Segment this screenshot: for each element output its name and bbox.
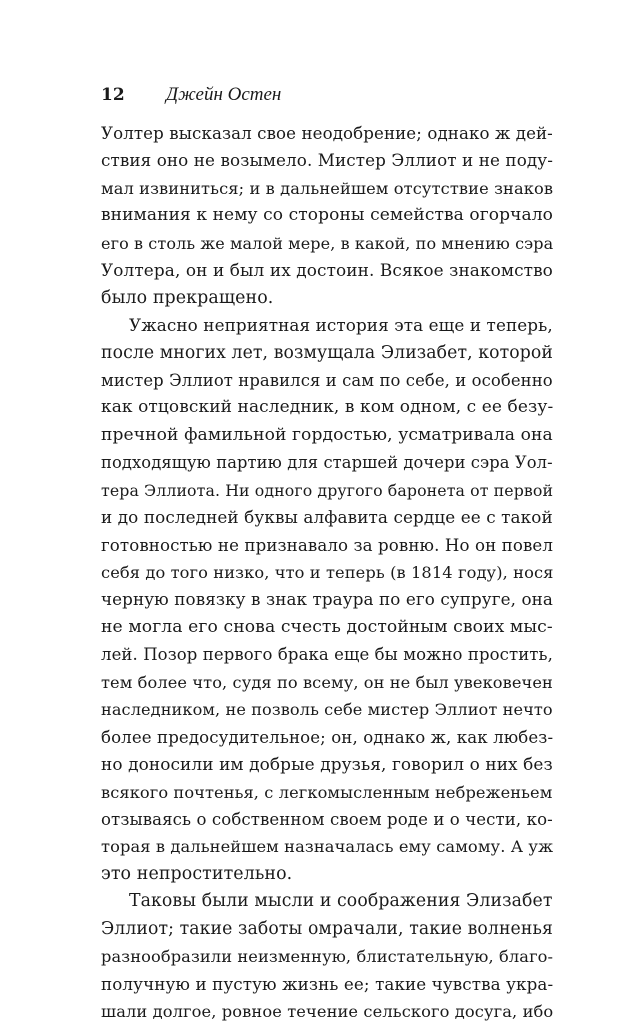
text-line: пречной фамильной гордостью, усматривала она xyxy=(101,424,553,445)
text-line: тем более что, судя по всему, он не был увековечен xyxy=(101,672,553,692)
paragraph xyxy=(101,888,554,1025)
text-line: мистер Эллиот нравился и сам по себе, и особенно xyxy=(101,370,553,390)
text-line: всякого почтенья, с легкомысленным небреженьем xyxy=(101,782,553,802)
text-line: и до последней буквы алфавита сердце ее с такой xyxy=(101,507,553,528)
paragraph xyxy=(101,312,554,888)
text-line: получную и пустую жизнь ее; такие чувства укра- xyxy=(101,973,554,994)
text-line: торая в дальнейшем назначалась ему самому. А уж xyxy=(101,837,554,857)
text-line: готовностью не признавало за ровню. Но он повел xyxy=(101,535,553,555)
text-line: ствия оно не возымело. Мистер Эллиот и не поду- xyxy=(101,150,554,171)
text-line: тера Эллиота. Ни одного другого баронета от первой xyxy=(101,480,554,500)
text-line: Таковы были мысли и соображения Элизабет xyxy=(129,891,553,912)
text-line: его в столь же малой мере, в какой, по мнению сэра xyxy=(101,233,554,253)
text-line: Ужасно неприятная история эта еще и теперь, xyxy=(129,315,553,336)
text-line: Уолтер высказал свое неодобрение; однако ж дей- xyxy=(101,124,553,143)
running-head xyxy=(101,80,541,110)
text-line: это непростительно. xyxy=(101,863,293,884)
text-line: черную повязку в знак траура по его супруге, она xyxy=(101,589,553,610)
text-line: отзываясь о собственном своем роде и о чести, ко- xyxy=(101,809,553,829)
text-line: как отцовский наследник, в ком одном, с ее безу- xyxy=(101,397,554,418)
text-line: более предосудительное; он, однако ж, как любез- xyxy=(101,727,554,747)
text-line: подходящую партию для старшей дочери сэра Уол- xyxy=(101,453,553,473)
text-line: после многих лет, возмущала Элизабет, которой xyxy=(101,342,554,363)
text-line: но доносили им добрые друзья, говорил о них без xyxy=(101,754,553,775)
text-line: было прекращено. xyxy=(101,287,274,308)
text-line: мал извиниться; и в дальнейшем отсутствие знаков xyxy=(101,178,554,198)
book-author: Джейн Остен xyxy=(166,84,282,105)
text-line: не могла его снова счесть достойным своих мыс- xyxy=(101,616,553,637)
text-line: шали долгое, ровное течение сельского досуга, ибо xyxy=(101,1002,554,1021)
text-line: внимания к нему со стороны семейства огорчало xyxy=(101,205,553,226)
text-line: лей. Позор первого брака еще бы можно простить, xyxy=(101,645,553,665)
text-line: разнообразили неизменную, блистательную, благо- xyxy=(101,947,554,967)
text-line: Уолтера, он и был их достоин. Всякое знакомство xyxy=(101,260,553,281)
paragraph xyxy=(101,120,554,312)
body-text xyxy=(101,120,554,1025)
page-number: 12 xyxy=(101,85,125,105)
text-line: себя до того низко, что и теперь (в 1814 году), нося xyxy=(101,563,554,582)
text-line: Эллиот; такие заботы омрачали, такие волненья xyxy=(101,918,553,939)
text-line: наследником, не позволь себе мистер Эллиот нечто xyxy=(101,700,553,720)
